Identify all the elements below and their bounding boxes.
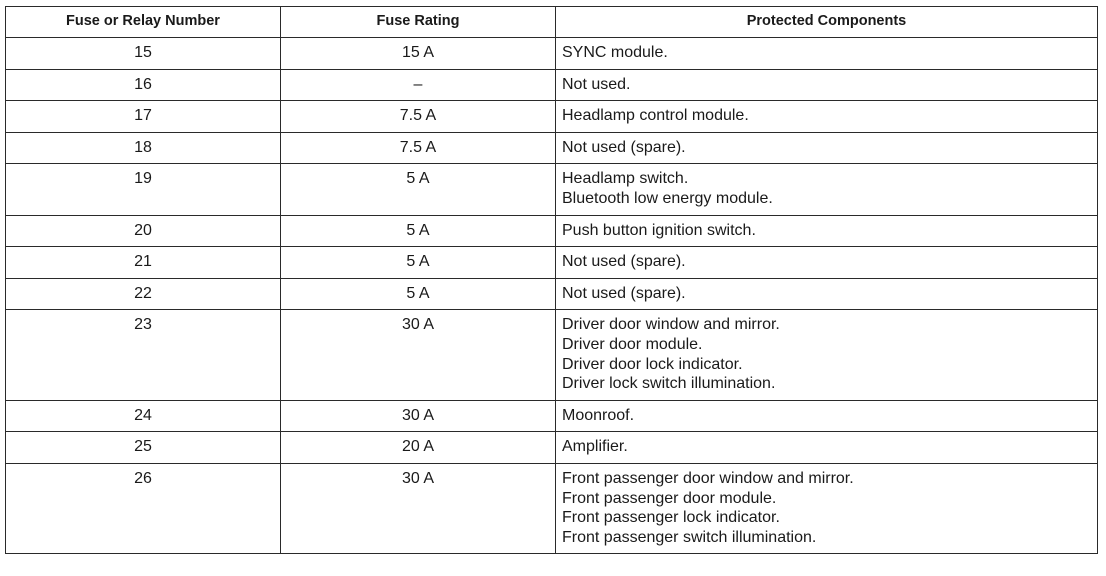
table-row [6, 215, 1098, 247]
column-header-fuse-rating: Fuse Rating [281, 7, 556, 38]
component-line: Driver door module. [562, 335, 703, 353]
fuse-rating-cell: 7.5 A [281, 132, 556, 164]
fuse-number-cell: 19 [6, 164, 281, 215]
fuse-table [5, 6, 1098, 554]
table-row [6, 400, 1098, 432]
protected-components-cell [556, 215, 1098, 247]
column-header-fuse-number: Fuse or Relay Number [6, 7, 281, 38]
fuse-number-cell: 25 [6, 432, 281, 464]
table-row [6, 164, 1098, 215]
component-line: Moonroof. [562, 406, 635, 424]
fuse-number-cell: 15 [6, 38, 281, 70]
fuse-number-cell: 22 [6, 278, 281, 310]
protected-components-cell [556, 38, 1098, 70]
protected-components-cell [556, 310, 1098, 400]
component-line: Driver door window and mirror. [562, 316, 780, 334]
component-line: Front passenger door window and mirror. [562, 469, 854, 487]
protected-components-cell [556, 432, 1098, 464]
fuse-rating-cell: 30 A [281, 400, 556, 432]
table-row [6, 69, 1098, 101]
protected-components-cell [556, 132, 1098, 164]
protected-components-cell [556, 400, 1098, 432]
protected-components-cell [556, 69, 1098, 101]
fuse-number-cell: 20 [6, 215, 281, 247]
component-line: Not used. [562, 75, 631, 93]
fuse-number-cell: 17 [6, 101, 281, 133]
fuse-rating-cell: 5 A [281, 247, 556, 279]
component-line: Not used (spare). [562, 138, 686, 156]
protected-components-cell [556, 247, 1098, 279]
protected-components-cell [556, 463, 1098, 553]
fuse-rating-cell: 20 A [281, 432, 556, 464]
component-line: Driver door lock indicator. [562, 355, 743, 373]
table-row [6, 310, 1098, 400]
fuse-rating-cell: 5 A [281, 164, 556, 215]
table-row [6, 132, 1098, 164]
component-line: Push button ignition switch. [562, 221, 756, 239]
fuse-number-cell: 24 [6, 400, 281, 432]
fuse-rating-cell: 30 A [281, 463, 556, 553]
component-line: Amplifier. [562, 438, 628, 456]
component-line: Front passenger lock indicator. [562, 509, 780, 527]
protected-components-cell [556, 164, 1098, 215]
fuse-rating-cell: 7.5 A [281, 101, 556, 133]
component-line: Headlamp control module. [562, 107, 749, 125]
component-line: Headlamp switch. [562, 170, 689, 188]
column-header-protected-components: Protected Components [556, 7, 1098, 38]
table-row [6, 38, 1098, 70]
fuse-rating-cell: 5 A [281, 278, 556, 310]
table-row [6, 463, 1098, 553]
fuse-number-cell: 21 [6, 247, 281, 279]
component-line: Front passenger switch illumination. [562, 528, 817, 546]
fuse-rating-cell: 15 A [281, 38, 556, 70]
protected-components-cell [556, 278, 1098, 310]
component-line: Not used (spare). [562, 284, 686, 302]
fuse-number-cell: 16 [6, 69, 281, 101]
fuse-rating-cell: 5 A [281, 215, 556, 247]
table-row [6, 432, 1098, 464]
table-row [6, 247, 1098, 279]
fuse-rating-cell: – [281, 69, 556, 101]
fuse-rating-cell: 30 A [281, 310, 556, 400]
table-header [6, 7, 1098, 38]
component-line: Front passenger door module. [562, 489, 777, 507]
fuse-number-cell: 23 [6, 310, 281, 400]
table-row [6, 101, 1098, 133]
header-row [6, 7, 1098, 38]
protected-components-cell [556, 101, 1098, 133]
fuse-number-cell: 26 [6, 463, 281, 553]
component-line: Bluetooth low energy module. [562, 189, 773, 207]
fuse-number-cell: 18 [6, 132, 281, 164]
component-line: Not used (spare). [562, 253, 686, 271]
table-row [6, 278, 1098, 310]
component-line: Driver lock switch illumination. [562, 375, 776, 393]
component-line: SYNC module. [562, 44, 668, 61]
table-body [6, 38, 1098, 554]
